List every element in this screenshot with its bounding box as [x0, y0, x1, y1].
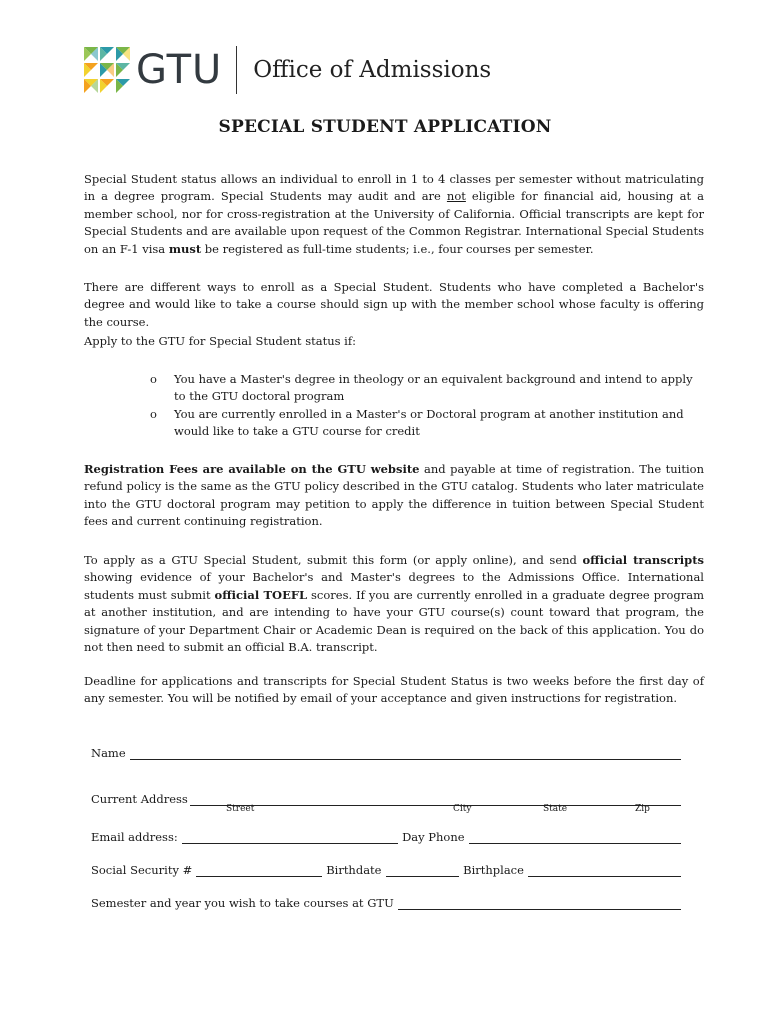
submission-paragraph [84, 552, 704, 656]
email-label: Email address: [91, 830, 178, 844]
intro-text-mid: eligible for financial aid, housing at a member school, nor for cross-registration at the University of California. Official transcripts are kept for Special Students and are available upon request of the Common Registrar. International Special Students on an F-1 visa [84, 189, 704, 256]
fees-paragraph [84, 461, 704, 531]
ssn-label: Social Security # [91, 863, 193, 877]
deadline-paragraph: Deadline for applications and transcripts for Special Student Status is two weeks before the first day of any semester. You will be notified by email of your acceptance and given instructions for registration. [84, 674, 704, 706]
day-phone-label: Day Phone [402, 830, 465, 844]
gtu-wordmark: GTU [136, 47, 223, 93]
list-item [150, 406, 706, 441]
list-item [150, 371, 706, 406]
intro-paragraph [84, 171, 704, 258]
name-row [91, 740, 681, 760]
identity-row [91, 857, 681, 877]
birthplace-label: Birthplace [463, 863, 524, 877]
day-phone-field[interactable] [469, 829, 681, 844]
address-label: Current Address [91, 792, 188, 806]
submission-text-3: scores. If you are currently enrolled in a graduate degree program at another institution, and are intending to have your GTU course(s) count toward that program, the signature of your Department Chair or Academic Dean is required on the back of this application. You do not then need to submit an official B.A. transcript. [84, 587, 705, 655]
submission-text-1: To apply as a GTU Special Student, submit this form (or apply online), and send [84, 553, 583, 567]
birthdate-label: Birthdate [326, 863, 382, 877]
fees-text: and payable at time of registration. The tuition refund policy is the same as the GTU policy described in the GTU catalog. Students who later matriculate into the GTU doctoral program may petition to apply the difference in tuition between Special Student fees and current continuing registration. [84, 462, 704, 529]
apply-if-paragraph: Apply to the GTU for Special Student status if: [84, 334, 356, 348]
city-sublabel: City [453, 804, 472, 814]
header [84, 44, 491, 96]
semester-row [91, 890, 681, 910]
semester-field[interactable] [398, 895, 681, 910]
list-item-text: You are currently enrolled in a Master's or Doctoral program at another institution and would like to take a GTU course for credit [174, 406, 684, 439]
state-sublabel: State [543, 804, 568, 814]
name-label: Name [91, 746, 126, 760]
contact-row [91, 824, 681, 844]
submission-bold-1: official transcripts [582, 553, 704, 567]
criteria-list [150, 371, 706, 441]
bullet-icon: o [150, 372, 157, 386]
intro-must-bold: must [168, 241, 202, 256]
address-field[interactable] [190, 791, 681, 806]
semester-label: Semester and year you wish to take courses at GTU [91, 896, 394, 910]
enroll-paragraph: There are different ways to enroll as a Special Student. Students who have completed a Bachelor's degree and would like to take a course should sign up with the member school whose faculty is offering the course. [84, 280, 704, 329]
intro-not-underlined: not [446, 189, 466, 204]
address-row [91, 786, 681, 806]
street-sublabel: Street [226, 804, 255, 814]
page-title: SPECIAL STUDENT APPLICATION [218, 117, 552, 137]
gtu-logo-mark [84, 47, 130, 93]
birthplace-field[interactable] [528, 862, 681, 877]
header-divider [236, 46, 237, 94]
name-field[interactable] [130, 745, 681, 760]
email-field[interactable] [182, 829, 398, 844]
zip-sublabel: Zip [635, 804, 650, 814]
applicant-form [91, 740, 681, 920]
intro-text-1: Special Student status allows an individual to enroll in 1 to 4 classes per semester without matriculating in a degree program. Special Students may audit and are [84, 172, 704, 204]
fees-bold-link-text: Registration Fees are available on the GTU website [84, 462, 420, 476]
submission-text-2: showing evidence of your Bachelor's and Master's degrees to the Admissions Office. International students must submit [84, 570, 704, 602]
intro-text-3: be registered as full-time students; i.e., four courses per semester. [201, 241, 594, 256]
office-title: Office of Admissions [253, 57, 492, 83]
bullet-icon: o [150, 406, 157, 421]
submission-bold-2: official TOEFL [214, 587, 308, 602]
ssn-field[interactable] [196, 862, 322, 877]
birthdate-field[interactable] [386, 862, 460, 877]
list-item-text: You have a Master's degree in theology or an equivalent background and intend to apply to the GTU doctoral program [174, 372, 693, 404]
